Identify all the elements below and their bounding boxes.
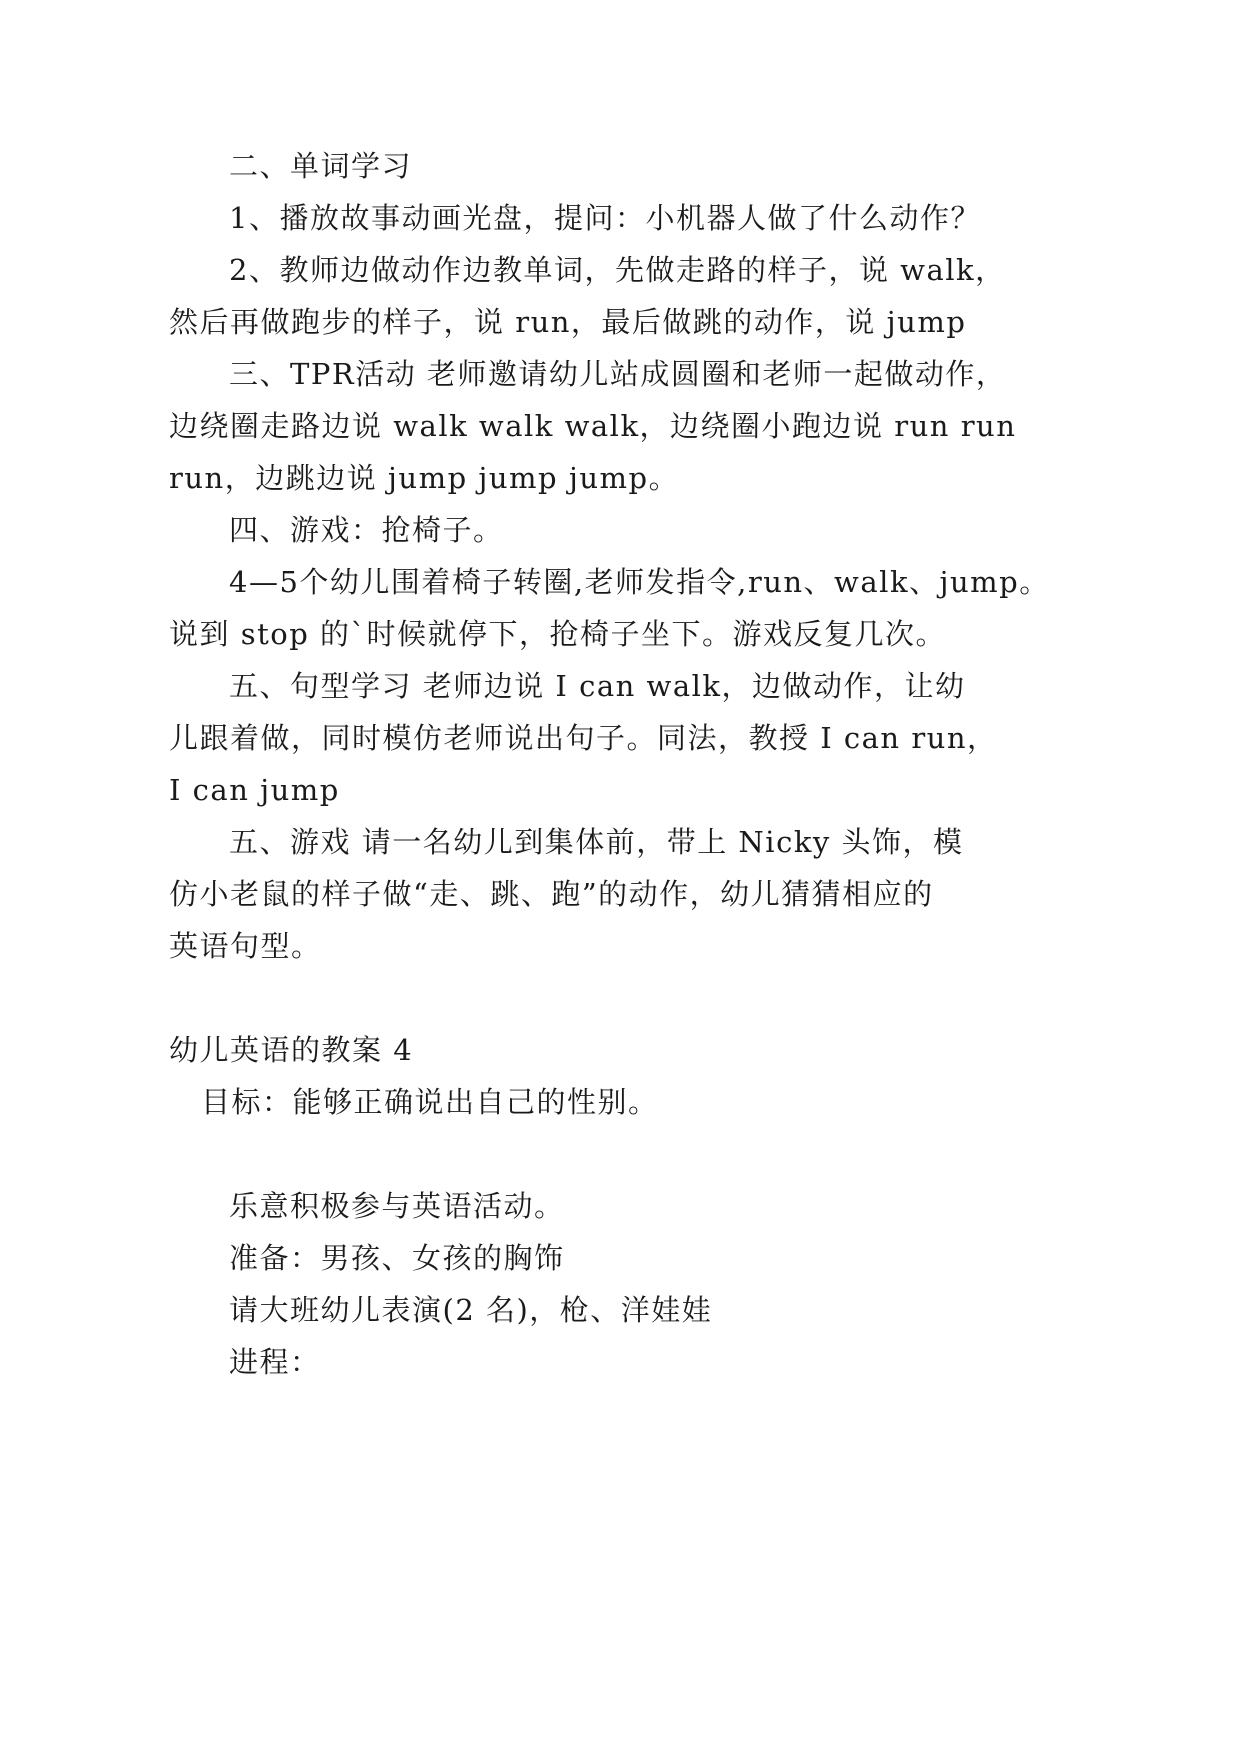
lesson4-goal: 目标：能够正确说出自己的性别。: [201, 1085, 659, 1119]
section-words-heading: 二、单词学习: [229, 149, 413, 183]
section-game-nicky-line1: 五、游戏 请一名幼儿到集体前，带上 Nicky 头饰，模: [229, 825, 964, 859]
section-tpr-line1: 三、TPR活动 老师邀请幼儿站成圆圈和老师一起做动作，: [229, 357, 1007, 391]
section-words-item2-line1: 2、教师边做动作边教单词，先做走路的样子，说 walk，: [229, 253, 1006, 287]
section-game-chairs-line1: 4—5个幼儿围着椅子转圈,老师发指令,run、walk、jump。: [229, 565, 1050, 599]
section-sentence-line1: 五、句型学习 老师边说 I can walk，边做动作，让幼: [229, 669, 966, 703]
section-words-item2-line2: 然后再做跑步的样子，说 run，最后做跳的动作，说 jump: [169, 305, 967, 339]
section-game-chairs-heading: 四、游戏：抢椅子。: [229, 513, 504, 547]
section-game-chairs-line2: 说到 stop 的`时候就停下，抢椅子坐下。游戏反复几次。: [169, 617, 946, 651]
lesson4-prep1: 准备：男孩、女孩的胸饰: [229, 1241, 565, 1275]
section-game-nicky-line2: 仿小老鼠的样子做“走、跳、跑”的动作，幼儿猜猜相应的: [169, 877, 934, 911]
lesson4-goal2: 乐意积极参与英语活动。: [229, 1189, 565, 1223]
section-sentence-line2: 儿跟着做，同时模仿老师说出句子。同法，教授 I can run，: [169, 721, 998, 755]
section-words-item1: 1、播放故事动画光盘，提问：小机器人做了什么动作？: [229, 201, 981, 235]
section-game-nicky-line3: 英语句型。: [169, 929, 322, 963]
lesson4-prep2: 请大班幼儿表演(2 名)，枪、洋娃娃: [229, 1293, 713, 1327]
section-tpr-line3: run，边跳边说 jump jump jump。: [169, 461, 680, 495]
lesson4-process: 进程：: [229, 1345, 321, 1379]
lesson4-title: 幼儿英语的教案 4: [169, 1033, 414, 1067]
section-sentence-line3: I can jump: [169, 773, 340, 807]
section-tpr-line2: 边绕圈走路边说 walk walk walk，边绕圈小跑边说 run run: [169, 409, 1017, 443]
